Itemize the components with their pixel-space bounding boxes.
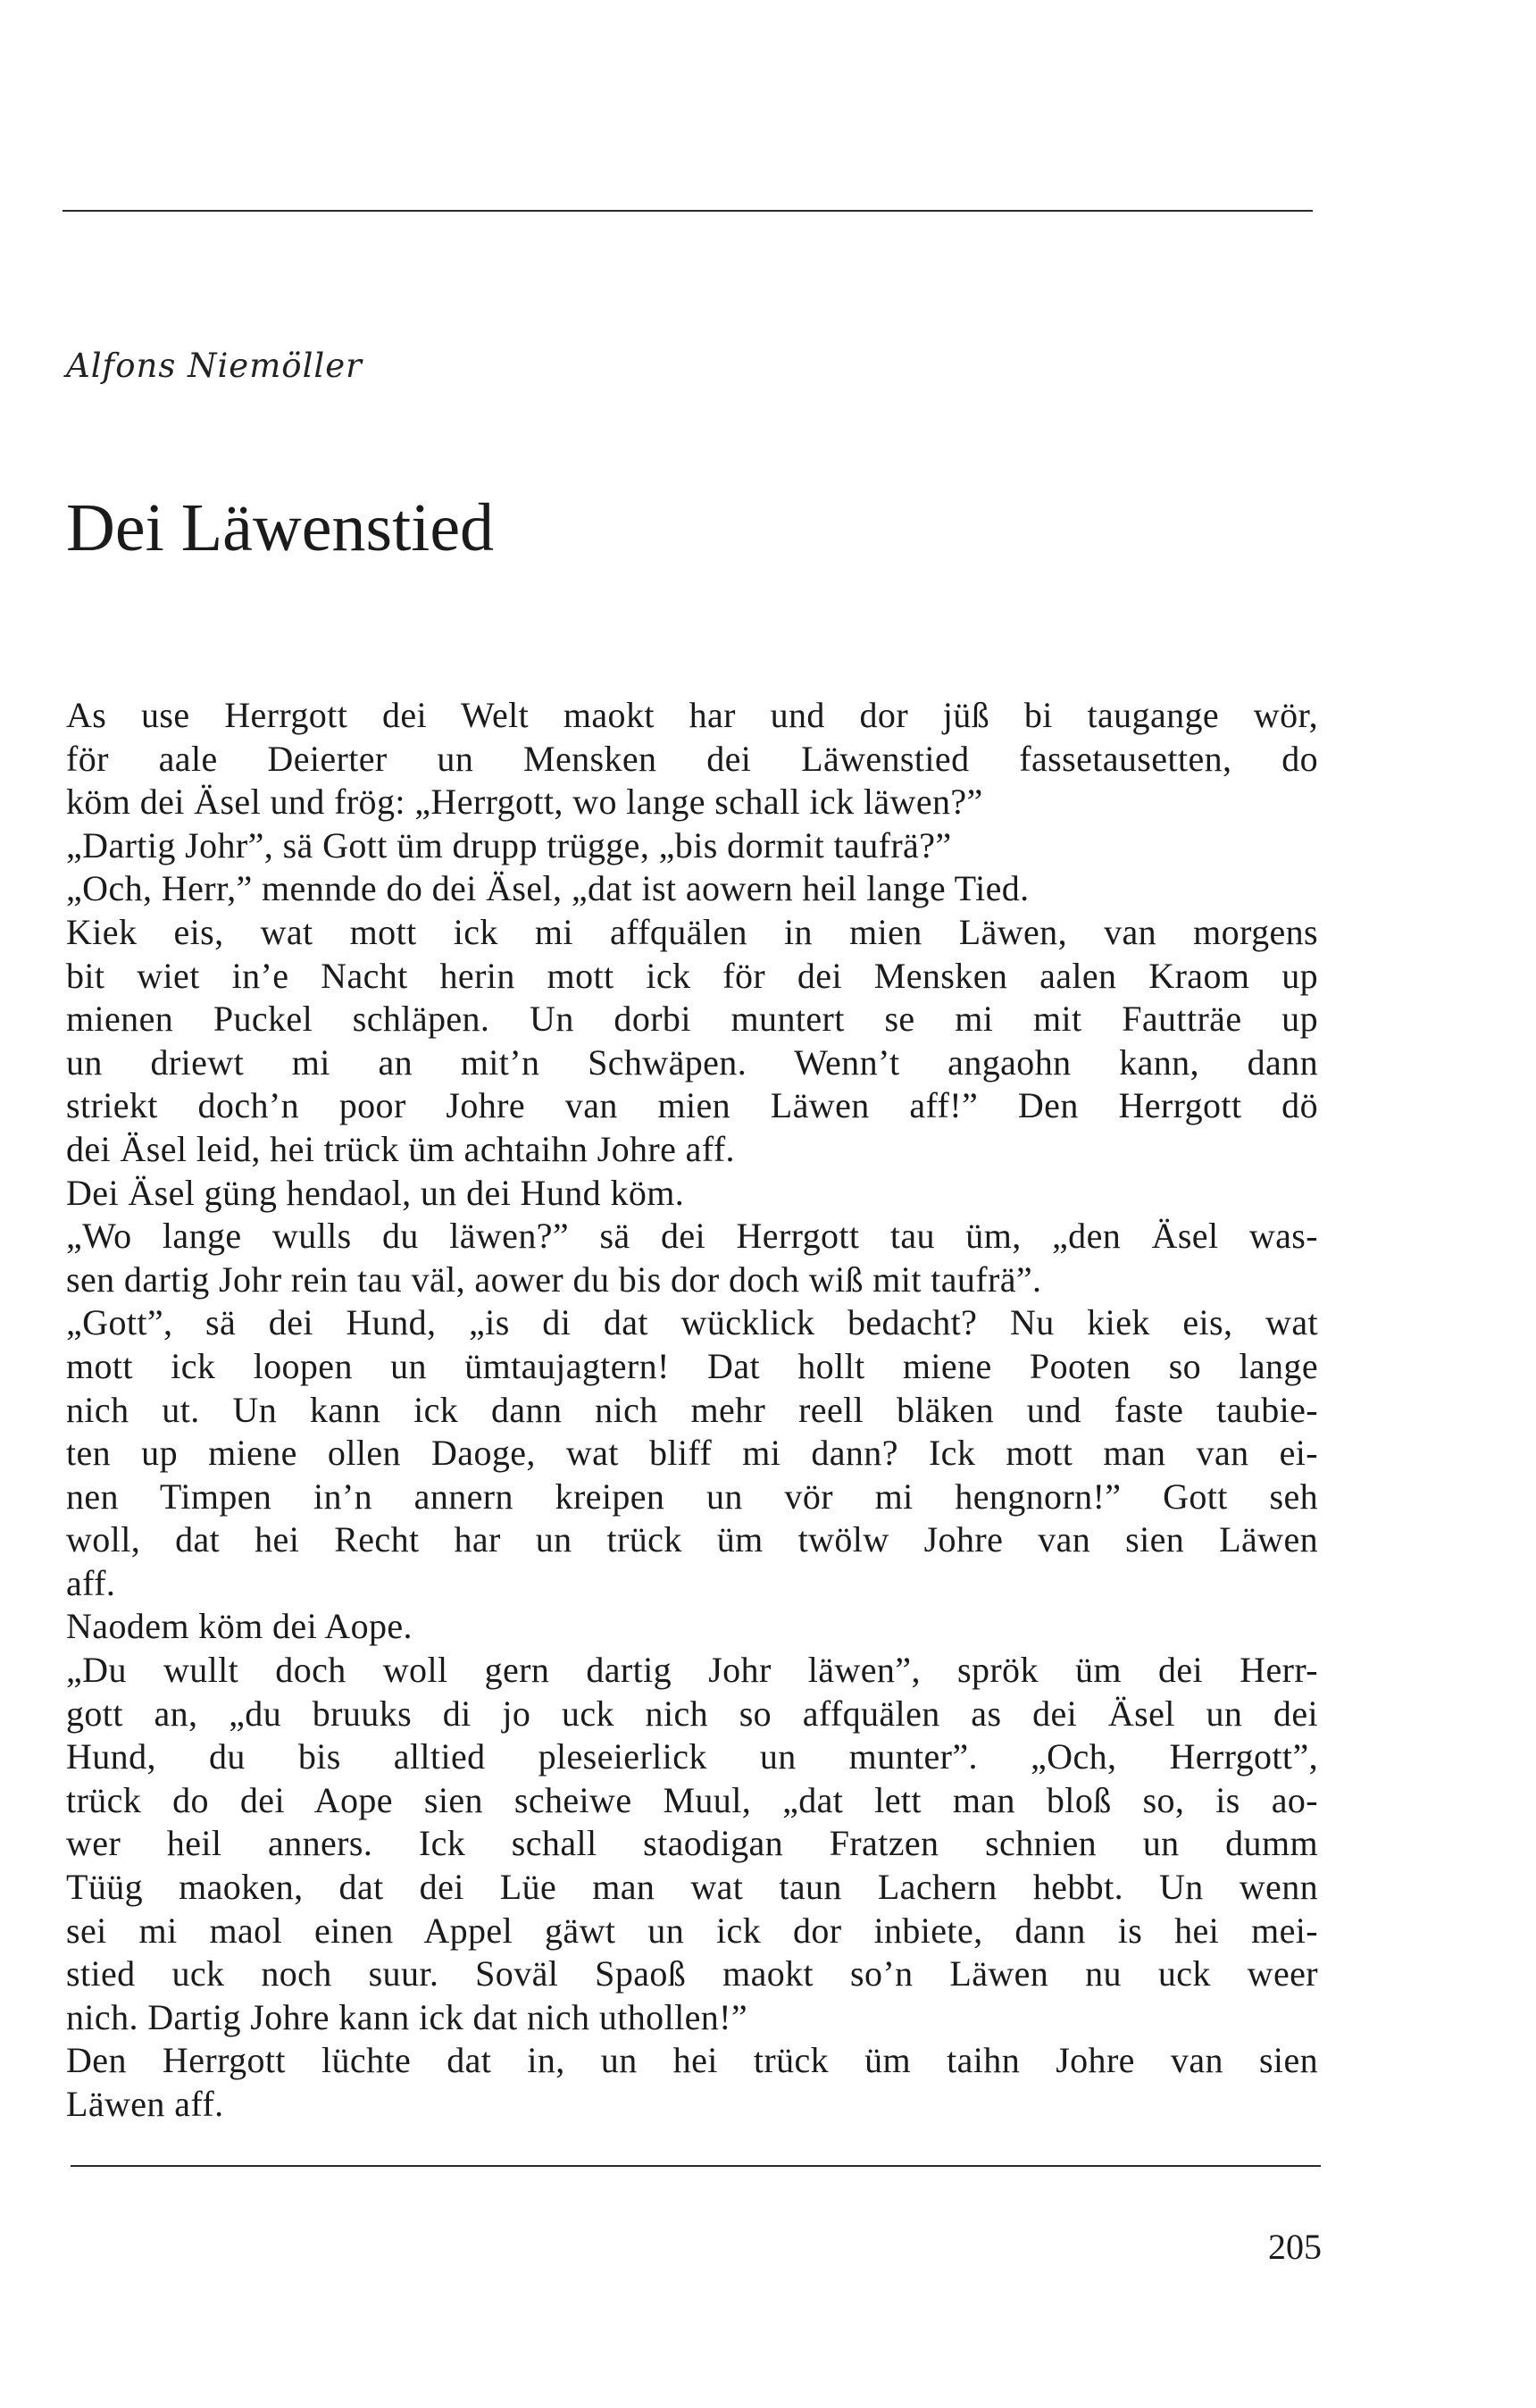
text-line: nich. Dartig Johre kann ick dat nich uthollen!”	[66, 1996, 748, 2037]
text-line: Hund, du bis alltied pleseierlick un munter”. „Och, Herrgott”,	[66, 1736, 1318, 1777]
text-line: wer heil anners. Ick schall staodigan Fratzen schnien un dumm	[66, 1823, 1318, 1864]
text-line: Naodem köm dei Aope.	[66, 1606, 413, 1647]
page-number: 205	[1268, 2227, 1322, 2267]
text-line: „Gott”, sä dei Hund, „is di dat wücklick bedacht? Nu kiek eis, wat	[66, 1302, 1318, 1343]
text-line: woll, dat hei Recht har un trück üm twölw Johre van sien Läwen	[66, 1519, 1318, 1560]
text-line: köm dei Äsel und frög: „Herrgott, wo lange schall ick läwen?”	[66, 782, 983, 823]
author-name: Alfons Niemöller	[66, 347, 363, 385]
text-line: Läwen aff.	[66, 2084, 224, 2124]
text-line: Dei Äsel güng hendaol, un dei Hund köm.	[66, 1172, 685, 1213]
text-line: Kiek eis, wat mott ick mi affquälen in mien Läwen, van morgens	[66, 911, 1318, 952]
text-line: „Och, Herr,” mennde do dei Äsel, „dat ist aowern heil lange Tied.	[66, 868, 1030, 909]
text-line: As use Herrgott dei Welt maokt har und dor jüß bi taugange wör,	[66, 695, 1318, 735]
text-line: Tüüg maoken, dat dei Lüe man wat taun Lachern hebbt. Un wenn	[66, 1867, 1318, 1908]
top-rule	[63, 210, 1313, 212]
text-line: aff.	[66, 1562, 116, 1603]
text-line: Den Herrgott lüchte dat in, un hei trück üm taihn Johre van sien	[66, 2040, 1318, 2081]
story-title: Dei Läwenstied	[66, 490, 495, 565]
text-line: mott ick loopen un ümtaujagtern! Dat hollt miene Pooten so lange	[66, 1345, 1318, 1386]
story-body	[66, 694, 1318, 2127]
text-line: gott an, „du bruuks di jo uck nich so affquälen as dei Äsel un dei	[66, 1693, 1318, 1734]
text-line: „Dartig Johr”, sä Gott üm drupp trügge, „bis dormit taufrä?”	[66, 824, 952, 865]
text-line: trück do dei Aope sien scheiwe Muul, „dat lett man bloß so, is ao-	[66, 1779, 1318, 1820]
text-line: un driewt mi an mit’n Schwäpen. Wenn’t angaohn kann, dann	[66, 1041, 1318, 1083]
text-line: bit wiet in’e Nacht herin mott ick för dei Mensken aalen Kraom up	[66, 955, 1318, 996]
text-line: ten up miene ollen Daoge, wat bliff mi dann? Ick mott man van ei-	[66, 1433, 1318, 1474]
text-line: nich ut. Un kann ick dann nich mehr reell bläken und faste taubie-	[66, 1389, 1318, 1430]
bottom-rule	[71, 2165, 1321, 2167]
text-line: för aale Deierter un Mensken dei Läwenstied fassetausetten, do	[66, 738, 1318, 779]
text-line: „Wo lange wulls du läwen?” sä dei Herrgott tau üm, „den Äsel was-	[66, 1216, 1318, 1257]
text-line: sei mi maol einen Appel gäwt un ick dor inbiete, dann is hei mei-	[66, 1910, 1318, 1951]
text-line: mienen Puckel schläpen. Un dorbi muntert se mi mit Fautträe up	[66, 999, 1318, 1040]
text-line: stied uck noch suur. Soväl Spaoß maokt so’n Läwen nu uck weer	[66, 1953, 1318, 1994]
text-line: dei Äsel leid, hei trück üm achtaihn Johre aff.	[66, 1128, 735, 1169]
text-line: nen Timpen in’n annern kreipen un vör mi hengnorn!” Gott seh	[66, 1476, 1318, 1517]
text-line: „Du wullt doch woll gern dartig Johr läwen”, sprök üm dei Herr-	[66, 1650, 1318, 1691]
text-line: sen dartig Johr rein tau väl, aower du bis dor doch wiß mit taufrä”.	[66, 1258, 1042, 1300]
text-line: striekt doch’n poor Johre van mien Läwen aff!” Den Herrgott dö	[66, 1085, 1318, 1126]
